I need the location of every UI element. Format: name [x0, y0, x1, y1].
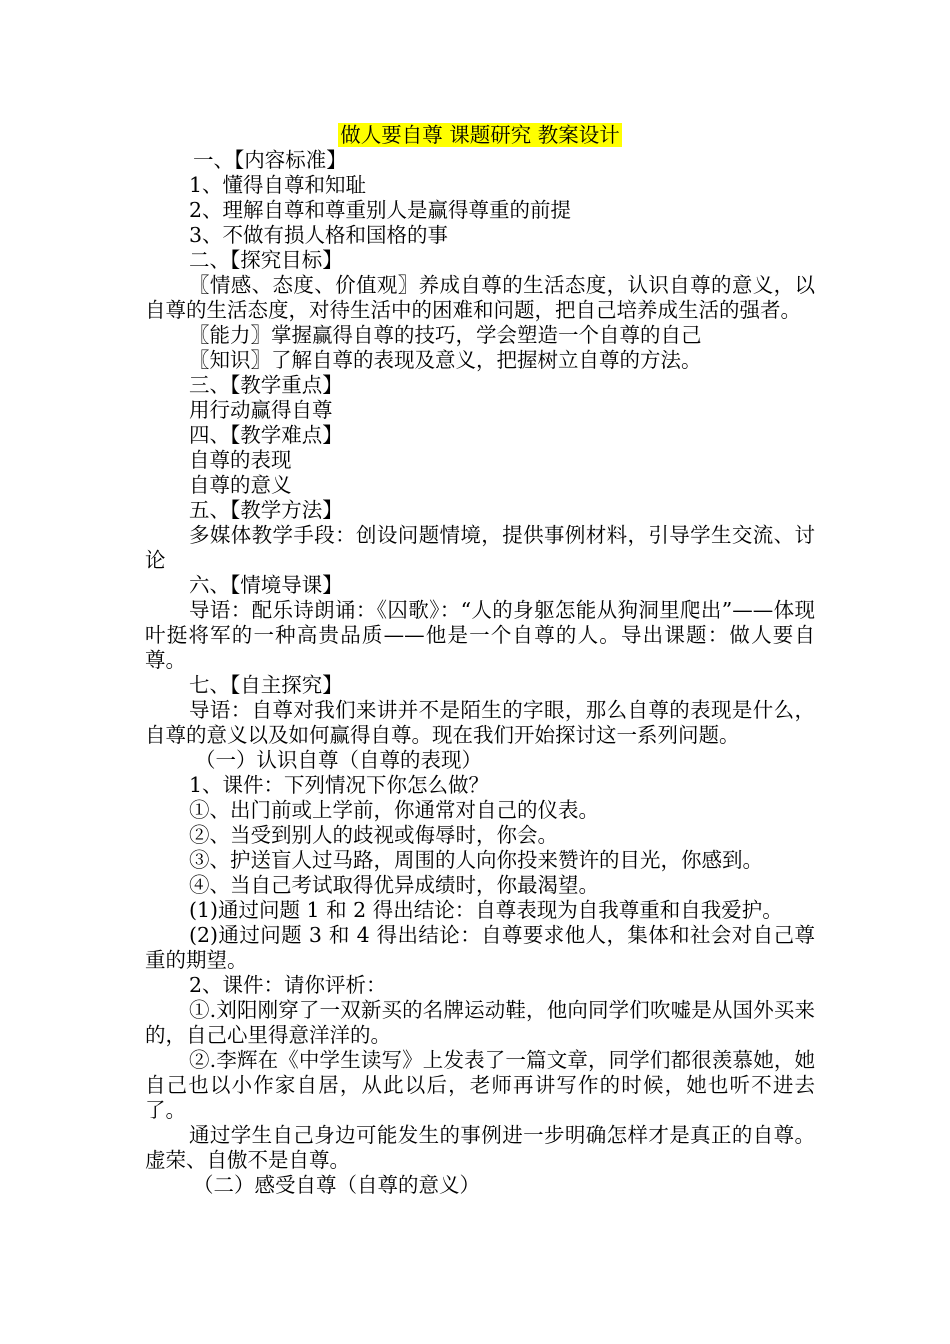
- paragraph: （一）认识自尊（自尊的表现）: [195, 748, 482, 772]
- paragraph: 导语：自尊对我们来讲并不是陌生的字眼，那么自尊的表现是什么，自尊的意义以及如何赢得自尊。现在我们开始探讨这一系列问题。: [145, 698, 815, 747]
- paragraph: (1)通过问题 1 和 2 得出结论：自尊表现为自我尊重和自我爱护。: [189, 898, 783, 922]
- document-page: [145, 123, 815, 1198]
- paragraph: 导语：配乐诗朗诵：《囚歌》：“人的身躯怎能从狗洞里爬出”——体现叶挺将军的一种高贵品质——他是一个自尊的人。导出课题：做人要自尊。: [145, 598, 815, 672]
- paragraph: 一、【内容标准】: [193, 148, 347, 172]
- paragraph: （二）感受自尊（自尊的意义）: [193, 1173, 480, 1197]
- paragraph: 五、【教学方法】: [189, 498, 343, 522]
- paragraph: ④、当自己考试取得优异成绩时，你最渴望。: [189, 873, 599, 897]
- paragraph: (2)通过问题 3 和 4 得出结论：自尊要求他人，集体和社会对自己尊重的期望。: [145, 923, 815, 972]
- paragraph: 2、课件：请你评析：: [189, 973, 387, 997]
- paragraph: ②、当受到别人的歧视或侮辱时，你会。: [189, 823, 558, 847]
- paragraph: 自尊的意义: [189, 473, 292, 497]
- paragraph: 通过学生自己身边可能发生的事例进一步明确怎样才是真正的自尊。虚荣、自傲不是自尊。: [145, 1123, 815, 1172]
- paragraph: 用行动赢得自尊: [189, 398, 333, 422]
- paragraph: 2、理解自尊和尊重别人是赢得尊重的前提: [189, 198, 572, 222]
- paragraph: 自尊的表现: [189, 448, 292, 472]
- document-title: [145, 123, 815, 148]
- paragraph: 六、【情境导课】: [189, 573, 343, 597]
- paragraph: ①、出门前或上学前，你通常对自己的仪表。: [189, 798, 599, 822]
- paragraph: ①.刘阳刚穿了一双新买的名牌运动鞋，他向同学们吹嘘是从国外买来的，自己心里得意洋洋的。: [145, 998, 815, 1047]
- paragraph: 〖能力〗掌握赢得自尊的技巧，学会塑造一个自尊的自己: [189, 323, 702, 347]
- document-body: [145, 148, 815, 1198]
- paragraph: 3、不做有损人格和国格的事: [189, 223, 449, 247]
- paragraph: 1、懂得自尊和知耻: [189, 173, 367, 197]
- paragraph: 1、课件：下列情况下你怎么做？: [189, 773, 490, 797]
- paragraph: 三、【教学重点】: [189, 373, 343, 397]
- paragraph: ③、护送盲人过马路，周围的人向你投来赞许的目光，你感到。: [189, 848, 763, 872]
- paragraph: ②.李辉在《中学生读写》上发表了一篇文章，同学们都很羡慕她，她自己也以小作家自居，从此以后，老师再讲写作的时候，她也听不进去了。: [145, 1048, 815, 1122]
- paragraph: 多媒体教学手段：创设问题情境，提供事例材料，引导学生交流、讨论: [145, 523, 815, 572]
- paragraph: 〖知识〗了解自尊的表现及意义，把握树立自尊的方法。: [189, 348, 702, 372]
- paragraph: 二、【探究目标】: [189, 248, 343, 272]
- paragraph: 四、【教学难点】: [189, 423, 343, 447]
- paragraph: 〖情感、态度、价值观〗养成自尊的生活态度，认识自尊的意义，以自尊的生活态度，对待生活中的困难和问题，把自己培养成生活的强者。: [145, 273, 815, 322]
- document-title-text: 做人要自尊 课题研究 教案设计: [340, 123, 620, 147]
- paragraph: 七、【自主探究】: [189, 673, 343, 697]
